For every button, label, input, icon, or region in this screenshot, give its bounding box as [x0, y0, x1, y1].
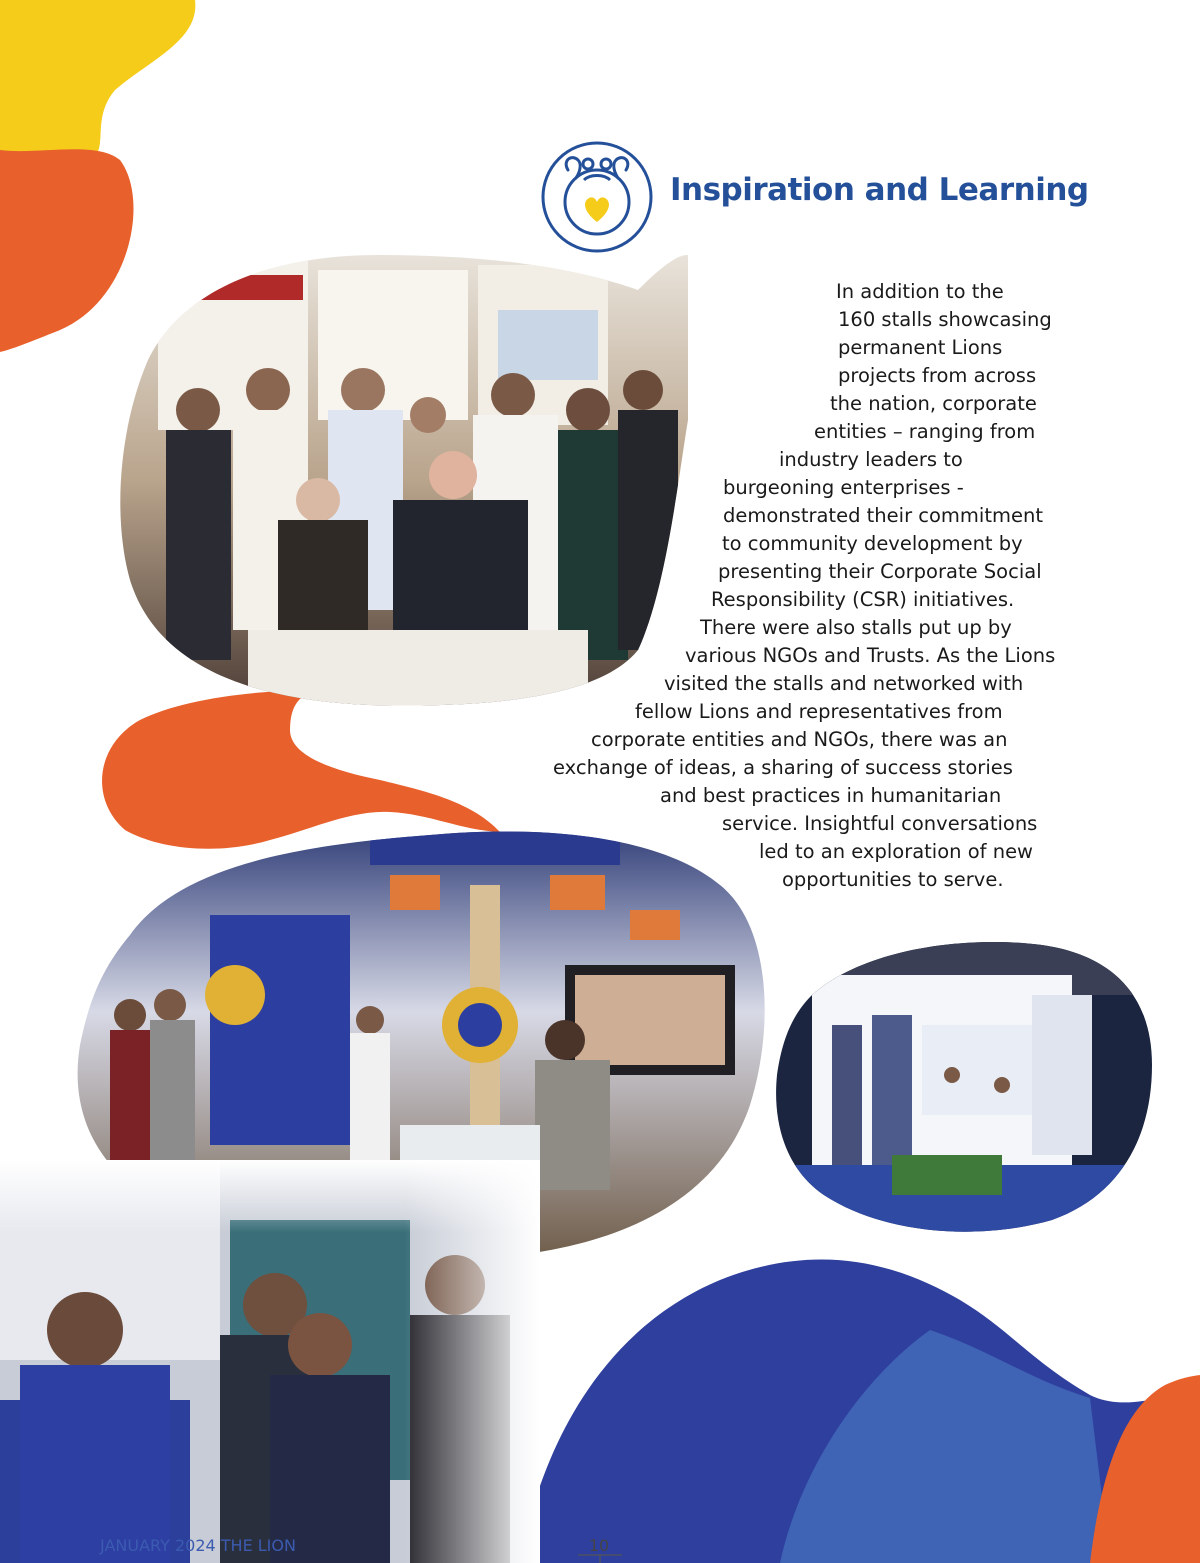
body-line: exchange of ideas, a sharing of success stories — [553, 756, 1013, 779]
body-line: corporate entities and NGOs, there was an — [591, 728, 1008, 751]
body-line: service. Insightful conversations — [722, 812, 1038, 835]
body-line: the nation, corporate — [830, 392, 1037, 415]
body-line: to community development by — [722, 532, 1023, 555]
body-line: opportunities to serve. — [782, 868, 1004, 891]
body-line: demonstrated their commitment — [723, 504, 1043, 527]
page-number-bracket — [578, 1553, 622, 1563]
body-line: permanent Lions — [838, 336, 1003, 359]
body-line: various NGOs and Trusts. As the Lions — [685, 644, 1056, 667]
body-line: industry leaders to — [779, 448, 963, 471]
body-line: presenting their Corporate Social — [718, 560, 1042, 583]
body-line: visited the stalls and networked with — [664, 672, 1024, 695]
body-line: led to an exploration of new — [759, 840, 1034, 863]
body-line: projects from across — [838, 364, 1037, 387]
body-line: In addition to the — [836, 280, 1004, 303]
page-number: 10 — [588, 1536, 610, 1555]
body-line: burgeoning enterprises - — [723, 476, 964, 499]
body-line: Responsibility (CSR) initiatives. — [711, 588, 1015, 611]
body-line: 160 stalls showcasing — [838, 308, 1052, 331]
body-line: There were also stalls put up by — [700, 616, 1012, 639]
body-line: and best practices in humanitarian — [660, 784, 1002, 807]
body-line: fellow Lions and representatives from — [635, 700, 1003, 723]
body-line: entities – ranging from — [814, 420, 1036, 443]
section-heading: Inspiration and Learning — [670, 172, 1089, 208]
footer-issue: JANUARY 2024 THE LION — [100, 1536, 296, 1555]
